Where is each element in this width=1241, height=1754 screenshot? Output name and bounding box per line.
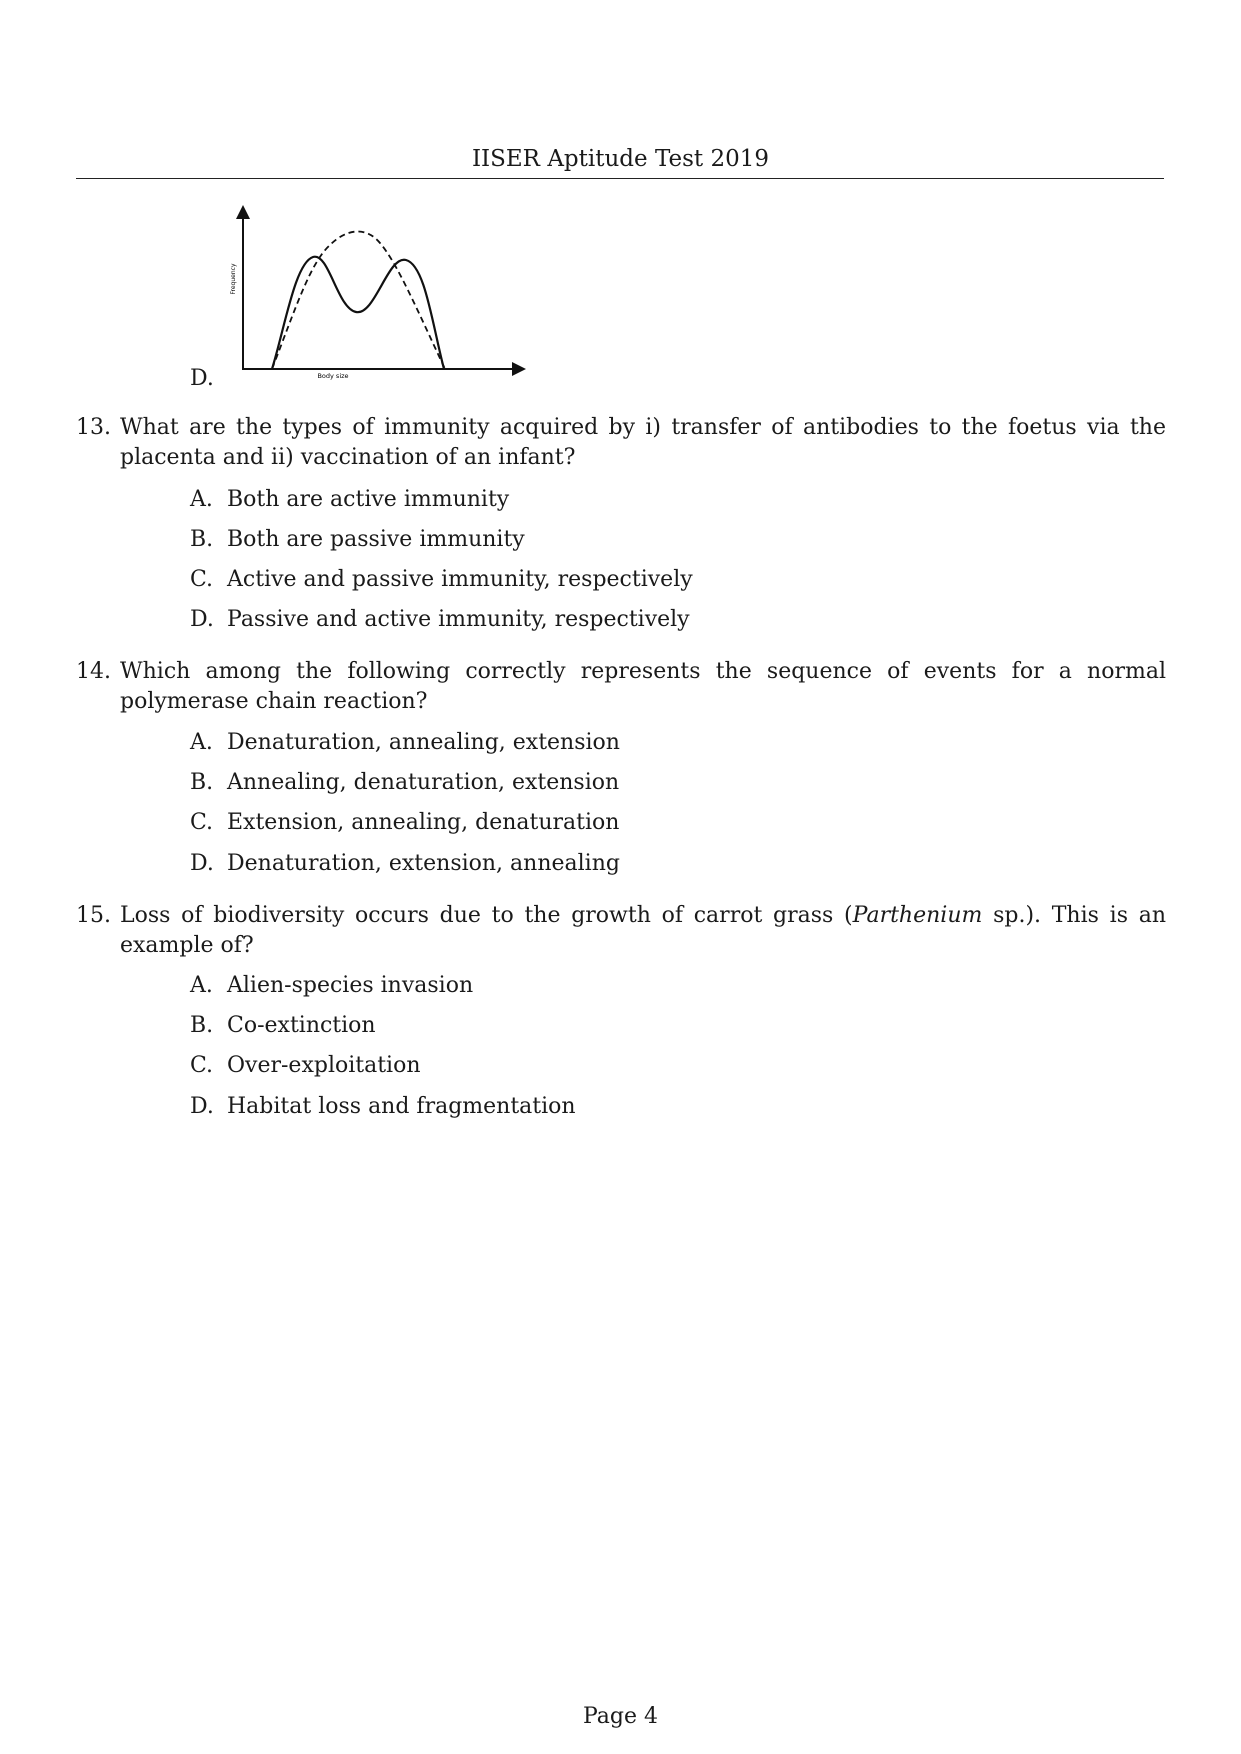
q15-option-d bbox=[190, 1094, 576, 1119]
question-text: Which among the following correctly represents the sequence of events for a normal polymerase chain reaction? bbox=[120, 659, 1166, 714]
option-text: Both are active immunity bbox=[227, 487, 510, 512]
question-text: What are the types of immunity acquired by i) transfer of antibodies to the foetus via the placenta and ii) vaccination of an infant? bbox=[120, 415, 1166, 470]
q13-option-d bbox=[190, 607, 690, 632]
q13-option-c bbox=[190, 567, 693, 592]
option-label: D. bbox=[190, 1094, 214, 1119]
q14-option-a bbox=[190, 730, 620, 755]
option-text: Extension, annealing, denaturation bbox=[227, 810, 620, 835]
header-rule bbox=[76, 178, 1164, 179]
question-text-part: Loss of biodiversity occurs due to the growth of carrot grass ( bbox=[120, 903, 853, 928]
question-13 bbox=[76, 413, 1166, 473]
option-label: B. bbox=[190, 527, 214, 552]
q15-option-b bbox=[190, 1013, 376, 1038]
page-header-title: IISER Aptitude Test 2019 bbox=[471, 146, 770, 172]
q14-option-d bbox=[190, 851, 620, 876]
previous-option-label: D. bbox=[190, 366, 214, 391]
question-number: 13. bbox=[76, 415, 111, 440]
x-axis-label: Body size bbox=[317, 372, 349, 380]
option-text: Denaturation, extension, annealing bbox=[227, 851, 620, 876]
page-number: Page 4 bbox=[582, 1704, 659, 1729]
option-text: Habitat loss and fragmentation bbox=[227, 1094, 576, 1119]
y-axis-label: Frequency bbox=[230, 263, 237, 295]
q13-option-a bbox=[190, 487, 509, 512]
option-label: B. bbox=[190, 1013, 214, 1038]
option-label: A. bbox=[190, 730, 213, 755]
q15-option-c bbox=[190, 1053, 421, 1078]
option-label: A. bbox=[190, 973, 213, 998]
species-name: Parthenium bbox=[852, 903, 983, 928]
question-number: 15. bbox=[76, 903, 111, 928]
option-text: Passive and active immunity, respectively bbox=[227, 607, 690, 632]
q13-option-b bbox=[190, 527, 525, 552]
question-text bbox=[120, 901, 1166, 961]
option-text: Over-exploitation bbox=[227, 1053, 421, 1078]
option-label: C. bbox=[190, 567, 214, 592]
dashed-unimodal-curve bbox=[272, 231, 445, 369]
option-label: C. bbox=[190, 810, 214, 835]
question-number: 14. bbox=[76, 659, 111, 684]
question-15 bbox=[76, 901, 1166, 961]
q14-option-c bbox=[190, 810, 619, 835]
question-14 bbox=[76, 657, 1166, 717]
option-text: Denaturation, annealing, extension bbox=[227, 730, 620, 755]
option-text: Active and passive immunity, respectively bbox=[227, 567, 693, 592]
option-label: B. bbox=[190, 770, 214, 795]
option-text: Co-extinction bbox=[227, 1013, 376, 1038]
option-text: Alien-species invasion bbox=[227, 973, 474, 998]
option-label: D. bbox=[190, 607, 214, 632]
option-label: D. bbox=[190, 851, 214, 876]
body-size-frequency-figure bbox=[225, 205, 535, 390]
option-text: Annealing, denaturation, extension bbox=[227, 770, 620, 795]
option-text: Both are passive immunity bbox=[227, 527, 525, 552]
q15-option-a bbox=[190, 973, 473, 998]
option-label: C. bbox=[190, 1053, 214, 1078]
q14-option-b bbox=[190, 770, 619, 795]
option-label: A. bbox=[190, 487, 213, 512]
question-text-part: sp.). This is an example of? bbox=[120, 903, 1166, 958]
